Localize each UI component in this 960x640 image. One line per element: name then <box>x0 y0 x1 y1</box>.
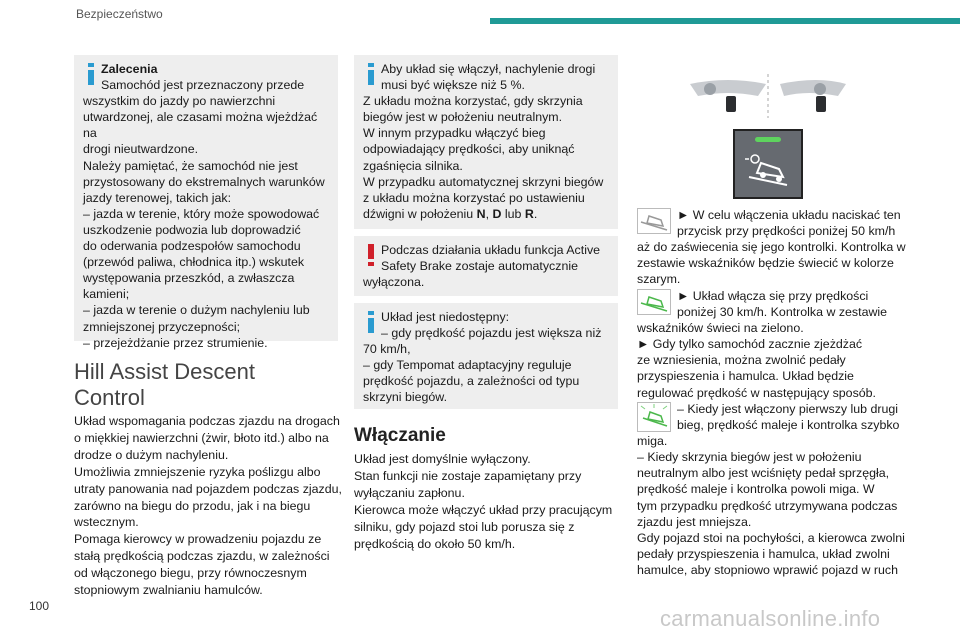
warning-icon <box>366 244 376 266</box>
text-line: Pomaga kierowcy w prowadzeniu pojazdu ze <box>74 532 322 547</box>
section-heading <box>74 359 255 411</box>
heading-line: Control <box>74 385 145 410</box>
text-line: ► Gdy tylko samochód zacznie zjeżdżać <box>637 337 863 352</box>
text-line: aż do zaświecenia się jego kontrolki. Kontrolka w <box>637 240 906 255</box>
text-line: stopniowym zwalnianiu hamulców. <box>74 583 263 598</box>
text-line: – przejeżdżanie przez strumienie. <box>83 335 268 350</box>
text-line: musi być większe niż 5 %. <box>381 78 525 93</box>
info-icon <box>366 63 376 85</box>
text-fragment: dźwigni w położeniu <box>363 206 477 221</box>
gear-d: D <box>492 206 502 221</box>
text-line: tym przypadku prędkość utrzymywana podczas <box>637 498 898 513</box>
text-line: W innym przypadku włączyć bieg <box>363 126 546 141</box>
text-line: przyspieszenia i hamulca. Układ będzie <box>637 369 854 384</box>
text-line: wyłączaniu zapłonu. <box>354 485 465 500</box>
regulation-text <box>637 288 917 401</box>
text-line: odpowiadający prędkości, aby uniknąć <box>363 142 575 157</box>
text-line: – jazda w terenie o dużym nachyleniu lub <box>83 303 310 318</box>
info-icon <box>366 311 376 333</box>
hdc-car-descent-icon <box>743 151 793 187</box>
recommendation-box <box>74 55 338 350</box>
text-line: jazdy terenowej, takich jak: <box>83 190 232 205</box>
text-line: – jazda w terenie, który może spowodować <box>83 206 320 221</box>
box-text <box>363 309 610 406</box>
steering-wheel-buttons-illustration <box>688 72 848 120</box>
text-line: Układ jest niedostępny: <box>381 310 510 324</box>
text-line: Safety Brake zostaje automatycznie <box>381 259 578 274</box>
text-line: z układu można korzystać po ustawieniu <box>363 190 585 205</box>
activation-text <box>637 207 917 287</box>
text-line: zjazdu jest mniejsza. <box>637 514 752 529</box>
accent-bar <box>490 18 960 24</box>
heading-line: Hill Assist Descent <box>74 359 255 384</box>
text-line: wskaźników świeci na zielono. <box>637 321 804 336</box>
text-line: – Kiedy jest włączony pierwszy lub drugi <box>677 402 899 416</box>
text-line: (przewód paliwa, chłodnica itp.) wskutek <box>83 255 305 270</box>
text-line: prędkość maleje i kontrolka powoli miga. W <box>637 482 875 497</box>
body-text <box>354 451 624 552</box>
text-line: uszkodzenie podwozia lub doprowadzić <box>83 222 301 237</box>
text-line: Układ wspomagania podczas zjazdu na drogach <box>74 414 340 428</box>
text-line: Stan funkcji nie zostaje zapamiętany przy <box>354 468 582 483</box>
info-box-unavailable <box>354 303 618 409</box>
text-line: ► Układ włącza się przy prędkości <box>677 289 869 303</box>
box-text <box>83 77 330 351</box>
text-line: W przypadku automatycznej skrzyni biegów <box>363 174 604 189</box>
box-title: Zalecenia <box>101 62 158 76</box>
gear-line <box>363 206 610 222</box>
text-line: Z układu można korzystać, gdy skrzynia <box>363 94 583 109</box>
text-line: stałą prędkością podczas zjazdu, w zależności <box>74 549 330 564</box>
text-line: kamieni; <box>83 287 130 302</box>
text-line: utwardzonej, ale czasami można wjeżdżać na <box>83 110 318 141</box>
watermark: carmanualsonline.info <box>660 606 881 631</box>
blinking-text <box>637 401 917 578</box>
text-line: 70 km/h, <box>363 342 411 357</box>
box-text <box>363 242 610 290</box>
text-line: – Kiedy skrzynia biegów jest w położeniu <box>637 450 862 465</box>
text-line: Gdy pojazd stoi na pochyłości, a kierowca zwolni <box>637 530 905 545</box>
text-line: drodze o dużym nachyleniu. <box>74 447 229 462</box>
text-line: Kierowca może włączyć układ przy pracującym <box>354 502 613 517</box>
text-line: Umożliwia zmniejszenie ryzyka poślizgu albo <box>74 464 321 479</box>
text-line: zarówno na biegu do przodu, jak i na biegu <box>74 498 311 513</box>
text-line: hamulce, aby stopniowo wprawić pojazd w ruch <box>637 562 899 577</box>
text-line: ze wzniesienia, można zwolnić pedały <box>637 353 846 368</box>
subsection-heading: Włączanie <box>354 425 446 446</box>
box-text <box>363 61 610 206</box>
text-line: poniżej 30 km/h. Kontrolka w zestawie <box>677 305 888 320</box>
text-line: skrzyni biegów. <box>363 390 448 405</box>
text-line: biegów jest w położeniu neutralnym. <box>363 110 563 125</box>
text-line: zmniejszonej przyczepności; <box>83 319 241 334</box>
text-line: Podczas działania układu funkcja Active <box>381 243 601 257</box>
hdc-led-icon <box>755 137 781 142</box>
warning-box <box>354 236 618 296</box>
body-text <box>74 413 344 599</box>
gear-n: N <box>476 206 486 221</box>
text-line: wstecznym. <box>74 515 139 530</box>
text-fragment: lub <box>501 206 525 221</box>
hdc-button-illustration <box>733 129 803 199</box>
text-line: o miękkiej nawierzchni (żwir, błoto itd.) albo na <box>74 430 329 445</box>
text-line: silniku, gdy pojazd stoi lub porusza się z <box>354 519 575 534</box>
text-line: wyłączona. <box>363 275 425 290</box>
text-line: utraty panowania nad pojazdem podczas zjazdu, <box>74 481 342 496</box>
text-fragment: , <box>485 206 493 221</box>
text-line: bieg, prędkość maleje i kontrolka szybko <box>677 418 900 433</box>
text-line: – gdy prędkość pojazdu jest większa niż <box>381 326 602 341</box>
text-line: prędkość pojazdu, a zależności od typu <box>363 374 580 389</box>
text-line: od włączonego biegu, przy równoczesnym <box>74 566 307 581</box>
text-line: szarym. <box>637 272 681 287</box>
text-line: Aby układ się włączył, nachylenie drogi <box>381 62 596 76</box>
info-box-activation <box>354 55 618 229</box>
text-line: występowania przeszkód, a zwłaszcza <box>83 271 295 286</box>
text-line: zgaśnięcia silnika. <box>363 158 463 173</box>
gear-r: R <box>524 206 534 221</box>
page-number: 100 <box>29 599 50 613</box>
text-line: zestawie wskaźników będzie świecić w kolorze <box>637 256 894 271</box>
text-line: – gdy Tempomat adaptacyjny reguluje <box>363 358 572 373</box>
text-line: miga. <box>637 434 668 449</box>
text-line: regulować prędkość w następujący sposób. <box>637 385 876 400</box>
text-line: ► W celu włączenia układu naciskać ten <box>677 208 901 222</box>
text-line: do oderwania podzespołów samochodu <box>83 239 301 254</box>
section-title: Bezpieczeństwo <box>76 7 163 21</box>
text-line: pedały przyspieszenia i hamulca, układ zwolni <box>637 546 890 561</box>
text-line: drogi nieutwardzone. <box>83 142 199 157</box>
text-line: Należy pamiętać, że samochód nie jest <box>83 158 298 173</box>
steering-buttons-icon <box>688 72 848 120</box>
info-icon <box>86 63 96 85</box>
text-fragment: . <box>533 206 538 221</box>
text-line: Układ jest domyślnie wyłączony. <box>354 452 531 466</box>
text-line: przycisk przy prędkości poniżej 50 km/h <box>677 224 896 239</box>
text-line: wszystkim do jazdy po nawierzchni <box>83 94 276 109</box>
text-line: prędkością do około 50 km/h. <box>354 536 516 551</box>
text-line: Samochód jest przeznaczony przede <box>101 78 305 93</box>
text-line: neutralnym albo jest wciśnięty pedał sprzęgła, <box>637 466 890 481</box>
text-line: przystosowany do ekstremalnych warunków <box>83 174 325 189</box>
